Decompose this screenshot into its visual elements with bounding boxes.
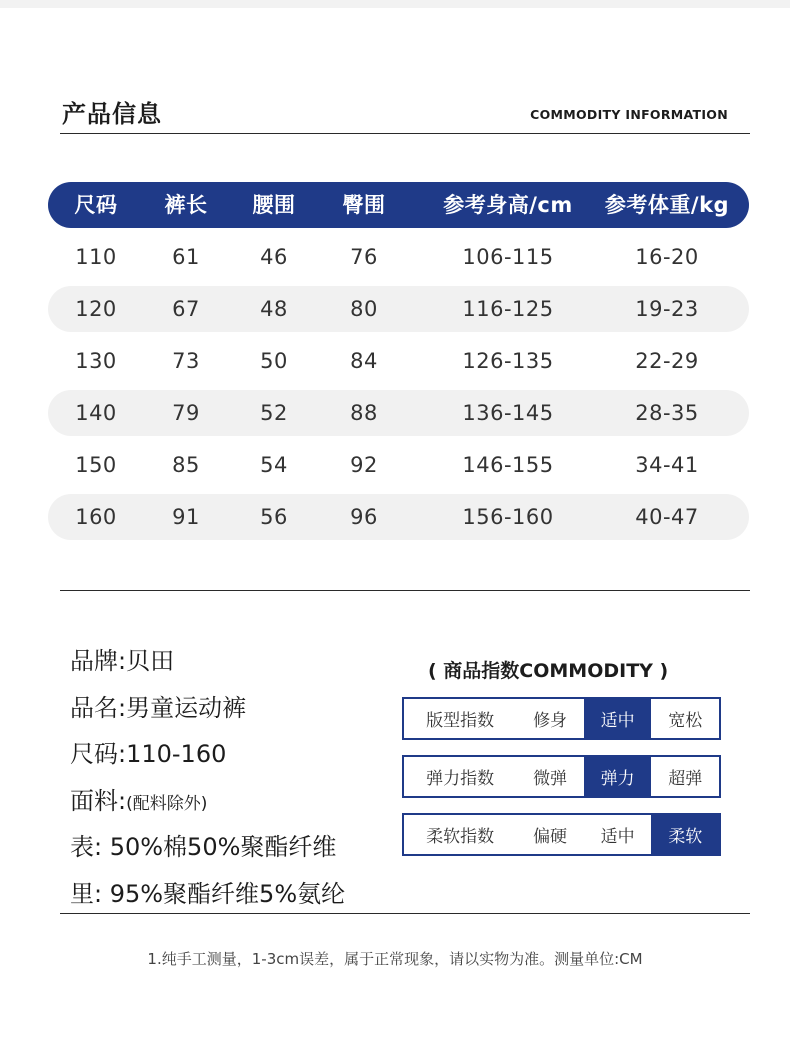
- product-info: [70, 638, 345, 917]
- table-cell: 84: [350, 349, 378, 373]
- table-row: [48, 442, 749, 488]
- divider-bottom: [60, 913, 750, 914]
- index-option-selected: 弹力: [584, 757, 652, 796]
- index-label: 弹力指数: [426, 769, 495, 789]
- table-cell: 150: [75, 453, 117, 477]
- table-cell: 91: [172, 505, 200, 529]
- page: [0, 8, 790, 1062]
- header-cell-height: 参考身高/cm: [443, 193, 573, 217]
- size-range-text: 尺码:110-160: [70, 740, 227, 768]
- header-cell-hip: 臀围: [342, 193, 386, 217]
- fabric-line: [70, 778, 345, 825]
- fabric-note: (配料除外): [126, 793, 208, 814]
- index-label: 柔软指数: [426, 827, 495, 847]
- table-cell: 22-29: [635, 349, 699, 373]
- header-cell-length: 裤长: [164, 193, 208, 217]
- table-cell: 106-115: [462, 245, 554, 269]
- divider-middle: [60, 590, 750, 591]
- header-cell-weight: 参考体重/kg: [604, 193, 730, 217]
- table-row: [48, 338, 749, 384]
- table-cell: 76: [350, 245, 378, 269]
- size-table: [48, 182, 749, 540]
- table-cell: 116-125: [462, 297, 554, 321]
- table-cell: 73: [172, 349, 200, 373]
- header-cell-size: 尺码: [74, 193, 118, 217]
- outer-fabric-text: 表: 50%棉50%聚酯纤维: [70, 833, 337, 861]
- table-row: [48, 390, 749, 436]
- divider-top: [60, 133, 750, 134]
- index-option: 超弹: [668, 769, 703, 789]
- index-row-elasticity: [402, 755, 721, 798]
- table-cell: 67: [172, 297, 200, 321]
- table-cell: 52: [260, 401, 288, 425]
- index-option-selected: 柔软: [651, 815, 719, 854]
- index-row-softness: [402, 813, 721, 856]
- index-option-selected: 适中: [584, 699, 652, 738]
- index-option: 偏硬: [533, 827, 568, 847]
- table-cell: 46: [260, 245, 288, 269]
- table-cell: 48: [260, 297, 288, 321]
- table-cell: 34-41: [635, 453, 699, 477]
- product-name-text: 品名:男童运动裤: [70, 693, 247, 722]
- table-cell: 28-35: [635, 401, 699, 425]
- table-cell: 130: [75, 349, 117, 373]
- index-label: 版型指数: [426, 711, 495, 731]
- table-row: [48, 494, 749, 540]
- table-cell: 136-145: [462, 401, 554, 425]
- table-cell: 146-155: [462, 453, 554, 477]
- brand-text: 品牌:贝田: [70, 647, 175, 675]
- index-option: 宽松: [668, 711, 703, 731]
- page-title: 产品信息: [62, 100, 162, 128]
- table-cell: 85: [172, 453, 200, 477]
- table-cell: 160: [75, 505, 117, 529]
- table-cell: 61: [172, 245, 200, 269]
- table-cell: 16-20: [635, 245, 699, 269]
- index-title: ( 商品指数COMMODITY ): [428, 660, 669, 682]
- size-table-header: [48, 182, 749, 228]
- index-option: 修身: [533, 711, 568, 731]
- table-cell: 79: [172, 401, 200, 425]
- lining-fabric-text: 里: 95%聚酯纤维5%氨纶: [70, 879, 346, 908]
- table-cell: 96: [350, 505, 378, 529]
- table-cell: 88: [350, 401, 378, 425]
- index-row-fit: [402, 697, 721, 740]
- table-cell: 80: [350, 297, 378, 321]
- table-cell: 19-23: [635, 297, 699, 321]
- table-row: [48, 286, 749, 332]
- table-cell: 120: [75, 297, 117, 321]
- table-row: [48, 234, 749, 280]
- table-cell: 54: [260, 453, 288, 477]
- table-cell: 56: [260, 505, 288, 529]
- fabric-label: 面料:: [70, 786, 127, 815]
- table-cell: 40-47: [635, 505, 699, 529]
- index-option: 适中: [600, 827, 635, 847]
- table-cell: 126-135: [462, 349, 554, 373]
- table-cell: 50: [260, 349, 288, 373]
- measurement-note: 1.纯手工测量，1-3cm误差，属于正常现象，请以实物为准。测量单位:CM: [147, 950, 643, 968]
- table-cell: 140: [75, 401, 117, 425]
- index-option: 微弹: [533, 769, 568, 789]
- table-cell: 156-160: [462, 505, 554, 529]
- header-cell-waist: 腰围: [252, 193, 296, 217]
- table-cell: 92: [350, 453, 378, 477]
- table-cell: 110: [75, 245, 117, 269]
- page-subtitle: COMMODITY INFORMATION: [530, 107, 728, 122]
